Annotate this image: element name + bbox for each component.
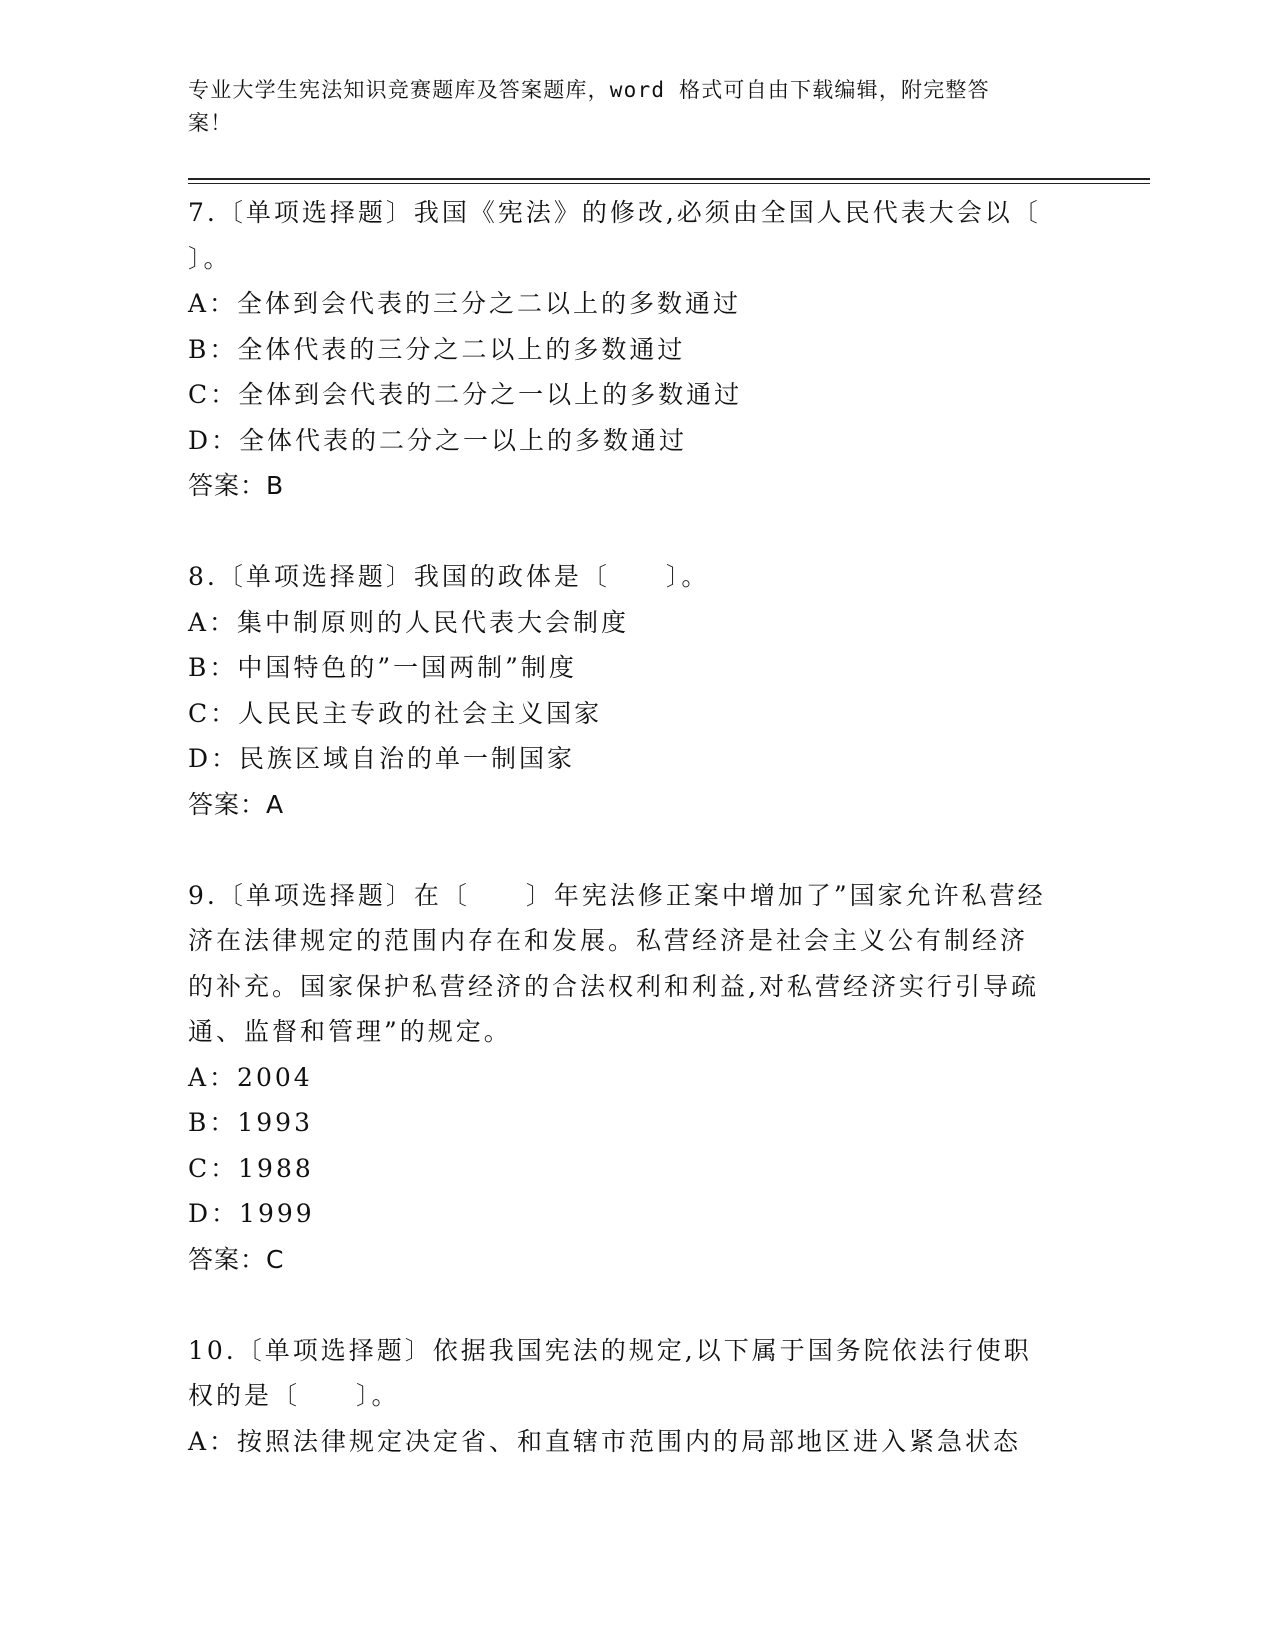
question-10 <box>188 1328 1088 1465</box>
spacer <box>188 1282 1088 1328</box>
header-line-1: 专业大学生宪法知识竞赛题库及答案题库，word 格式可自由下载编辑，附完整答 <box>188 78 990 102</box>
option-a: A：集中制原则的人民代表大会制度 <box>188 607 630 637</box>
spacer <box>188 827 1088 873</box>
question-stem-line: 9.〔单项选择题〕在〔 〕年宪法修正案中增加了”国家允许私营经 <box>188 880 1046 910</box>
option-d: D：1999 <box>188 1199 315 1228</box>
question-stem-line: 权的是〔 〕。 <box>188 1381 400 1410</box>
option-b: B：中国特色的”一国两制”制度 <box>188 653 577 682</box>
question-8 <box>188 554 1088 873</box>
spacer <box>188 509 1088 555</box>
question-stem-line: 〕。 <box>188 243 232 273</box>
option-d: D：民族区域自治的单一制国家 <box>188 744 576 773</box>
answer: 答案：C <box>188 1244 285 1274</box>
option-c: C：人民民主专政的社会主义国家 <box>188 698 603 728</box>
option-b: B：1993 <box>188 1108 313 1137</box>
question-stem-line: 10.〔单项选择题〕依据我国宪法的规定,以下属于国务院依法行使职 <box>188 1335 1032 1365</box>
option-c: C：全体到会代表的二分之一以上的多数通过 <box>188 380 743 409</box>
header-line-2: 案！ <box>188 111 233 135</box>
question-stem-line: 7.〔单项选择题〕我国《宪法》的修改,必须由全国人民代表大会以〔 <box>188 198 1041 227</box>
option-d: D：全体代表的二分之一以上的多数通过 <box>188 425 688 455</box>
document-header <box>188 74 1068 140</box>
question-9 <box>188 873 1088 1328</box>
option-c: C：1988 <box>188 1153 314 1183</box>
answer: 答案：A <box>188 789 285 819</box>
option-a: A：全体到会代表的三分之二以上的多数通过 <box>188 289 742 318</box>
question-stem-line: 8.〔单项选择题〕我国的政体是〔 〕。 <box>188 562 710 591</box>
header-rule-thick <box>188 178 1150 180</box>
question-7 <box>188 190 1088 554</box>
header-rule-thin <box>188 183 1150 184</box>
question-stem-line: 的补充。国家保护私营经济的合法权利和利益,对私营经济实行引导疏 <box>188 971 1039 1001</box>
question-list <box>188 190 1088 1464</box>
question-stem-line: 济在法律规定的范围内存在和发展。私营经济是社会主义公有制经济 <box>188 926 1029 955</box>
option-a: A：2004 <box>188 1062 313 1092</box>
answer: 答案：B <box>188 471 285 500</box>
option-a: A：按照法律规定决定省、和直辖市范围内的局部地区进入紧急状态 <box>188 1426 1022 1456</box>
question-stem-line: 通、监督和管理”的规定。 <box>188 1017 512 1046</box>
option-b: B：全体代表的三分之二以上的多数通过 <box>188 334 686 364</box>
